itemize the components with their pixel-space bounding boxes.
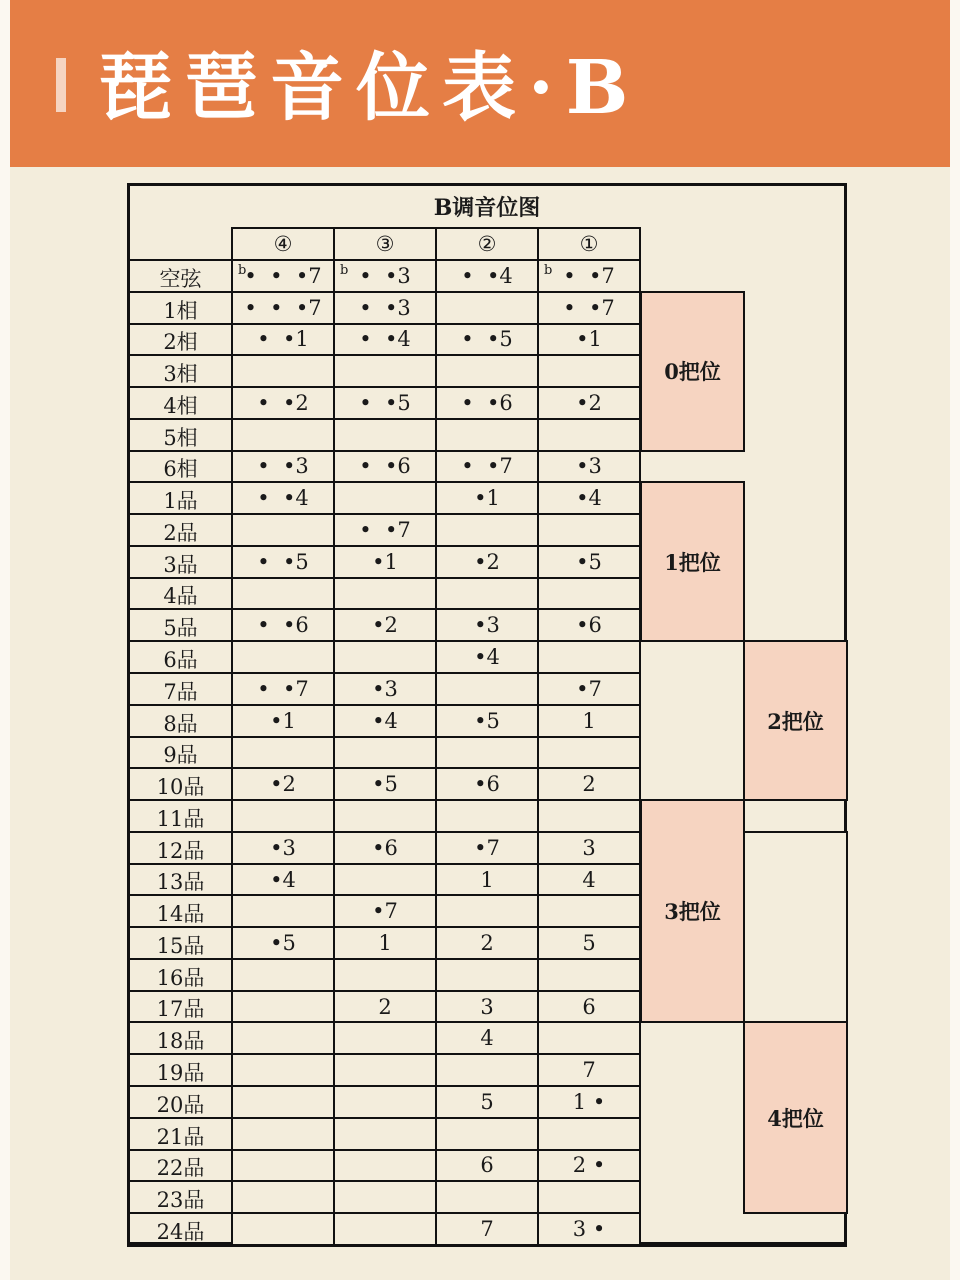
note-cell: •3: [435, 608, 539, 642]
fret-label: 7品: [127, 672, 234, 706]
note-cell: [537, 640, 641, 674]
note-cell: [333, 1212, 437, 1246]
note-cell: [231, 1085, 335, 1119]
note-cell: [231, 1053, 335, 1087]
note-cell: [435, 736, 539, 770]
note-cell: [537, 1117, 641, 1151]
note-cell: [435, 418, 539, 452]
fret-label: 18品: [127, 1021, 234, 1055]
note-cell: [231, 1149, 335, 1183]
fret-label: 24品: [127, 1212, 234, 1246]
note-cell: • •7: [435, 450, 539, 484]
note-cell: 7: [537, 1053, 641, 1087]
fret-label: 3品: [127, 545, 234, 579]
note-cell: [333, 354, 437, 388]
note-cell: [435, 1053, 539, 1087]
note-cell: 2: [333, 990, 437, 1024]
page-title: 琵琶音位表·B: [98, 45, 641, 131]
note-cell: 3: [537, 831, 641, 865]
note-cell: [333, 1180, 437, 1214]
position-empty: [743, 831, 848, 1024]
note-cell: • •3 b: [333, 259, 437, 293]
note-cell: [537, 958, 641, 992]
note-cell: [231, 640, 335, 674]
note-cell: 1: [435, 863, 539, 897]
note-cell: [333, 736, 437, 770]
note-cell: • •4: [231, 481, 335, 515]
note-cell: [537, 418, 641, 452]
note-cell: [333, 1053, 437, 1087]
note-cell: [333, 418, 437, 452]
note-cell: [537, 354, 641, 388]
note-cell: [231, 990, 335, 1024]
fret-label: 2相: [127, 323, 234, 357]
note-cell: 5: [435, 1085, 539, 1119]
fret-label: 8品: [127, 704, 234, 738]
note-cell: •4: [333, 704, 437, 738]
accent-bar: [56, 58, 66, 112]
note-cell: • •5: [231, 545, 335, 579]
fret-label: 23品: [127, 1180, 234, 1214]
note-cell: 5: [537, 926, 641, 960]
note-cell: •1: [231, 704, 335, 738]
note-cell: •3: [333, 672, 437, 706]
fret-label: 4品: [127, 577, 234, 611]
note-cell: 1 •: [537, 1085, 641, 1119]
note-cell: • •6: [333, 450, 437, 484]
note-cell: •5: [333, 767, 437, 801]
note-cell: • •4: [333, 323, 437, 357]
fret-label: 5品: [127, 608, 234, 642]
string-header: ①: [537, 227, 641, 261]
note-cell: [435, 577, 539, 611]
note-cell: [231, 736, 335, 770]
fret-label: 16品: [127, 958, 234, 992]
note-cell: • •6: [435, 386, 539, 420]
note-cell: 7: [435, 1212, 539, 1246]
note-cell: 6: [537, 990, 641, 1024]
fret-label: 14品: [127, 894, 234, 928]
note-cell: • •7: [231, 672, 335, 706]
note-cell: •6: [435, 767, 539, 801]
fret-label: 9品: [127, 736, 234, 770]
note-cell: [333, 640, 437, 674]
note-cell: [333, 958, 437, 992]
note-cell: 4: [435, 1021, 539, 1055]
note-cell: •5: [231, 926, 335, 960]
note-cell: [435, 894, 539, 928]
note-cell: • •7: [537, 291, 641, 325]
flat-sign: b: [544, 263, 553, 278]
hand-position-0把位: 0把位: [640, 291, 745, 452]
note-cell: •3: [231, 831, 335, 865]
note-cell: • •6: [231, 608, 335, 642]
fret-label: 21品: [127, 1117, 234, 1151]
note-cell: [333, 1085, 437, 1119]
note-cell: 3 •: [537, 1212, 641, 1246]
note-cell: [537, 577, 641, 611]
note-cell: 2: [537, 767, 641, 801]
note-cell: [537, 736, 641, 770]
note-cell: [435, 354, 539, 388]
note-cell: •1: [333, 545, 437, 579]
note-cell: [333, 1149, 437, 1183]
flat-sign: b: [340, 263, 349, 278]
note-cell: •5: [537, 545, 641, 579]
note-cell: [333, 1117, 437, 1151]
note-cell: •1: [537, 323, 641, 357]
note-cell: 3: [435, 990, 539, 1024]
note-cell: • •3: [231, 450, 335, 484]
fret-label: 15品: [127, 926, 234, 960]
note-cell: 1: [333, 926, 437, 960]
note-cell: •4: [435, 640, 539, 674]
title-banner: [10, 0, 950, 167]
note-cell: [537, 1021, 641, 1055]
note-cell: • •5: [435, 323, 539, 357]
grid-bottom: [127, 1244, 847, 1247]
note-cell: • • •7: [231, 291, 335, 325]
note-cell: • • •7 b: [231, 259, 335, 293]
note-cell: [333, 863, 437, 897]
note-cell: [435, 1180, 539, 1214]
fret-label: 6品: [127, 640, 234, 674]
note-cell: [333, 1021, 437, 1055]
note-cell: [231, 513, 335, 547]
note-cell: •7: [333, 894, 437, 928]
note-cell: • •1: [231, 323, 335, 357]
fret-label: 19品: [127, 1053, 234, 1087]
chart-title: B调音位图: [433, 195, 541, 221]
position-empty: [743, 291, 848, 642]
fret-label: 4相: [127, 386, 234, 420]
note-cell: •6: [537, 608, 641, 642]
note-cell: 6: [435, 1149, 539, 1183]
note-cell: •3: [537, 450, 641, 484]
note-cell: [435, 513, 539, 547]
fret-label: 17品: [127, 990, 234, 1024]
note-cell: •2: [231, 767, 335, 801]
note-cell: • •3: [333, 291, 437, 325]
fret-label: 10品: [127, 767, 234, 801]
note-cell: [435, 672, 539, 706]
note-cell: •6: [333, 831, 437, 865]
fret-label: 3相: [127, 354, 234, 388]
note-cell: 2 •: [537, 1149, 641, 1183]
note-cell: [231, 958, 335, 992]
note-cell: [231, 1212, 335, 1246]
fret-label: 13品: [127, 863, 234, 897]
note-cell: [435, 958, 539, 992]
note-cell: [537, 1180, 641, 1214]
hand-position-1把位: 1把位: [640, 481, 745, 642]
string-header: ②: [435, 227, 539, 261]
note-cell: •7: [537, 672, 641, 706]
note-cell: [231, 1021, 335, 1055]
fret-label: 5相: [127, 418, 234, 452]
note-cell: [435, 1117, 539, 1151]
flat-sign: b: [238, 263, 247, 278]
note-cell: [231, 799, 335, 833]
fret-label: 20品: [127, 1085, 234, 1119]
fret-label: 6相: [127, 450, 234, 484]
note-cell: [231, 577, 335, 611]
note-cell: [333, 577, 437, 611]
fret-label: 1品: [127, 481, 234, 515]
fret-label: 1相: [127, 291, 234, 325]
note-cell: [333, 799, 437, 833]
note-cell: • •4: [435, 259, 539, 293]
note-cell: •5: [435, 704, 539, 738]
note-cell: [333, 481, 437, 515]
fret-label: 空弦: [127, 259, 234, 293]
fret-label: 2品: [127, 513, 234, 547]
note-cell: 2: [435, 926, 539, 960]
note-cell: [537, 513, 641, 547]
note-cell: [231, 1180, 335, 1214]
note-cell: • •2: [231, 386, 335, 420]
fret-label: 12品: [127, 831, 234, 865]
note-cell: •4: [231, 863, 335, 897]
note-cell: •2: [333, 608, 437, 642]
note-cell: • •7 b: [537, 259, 641, 293]
fret-label: 22品: [127, 1149, 234, 1183]
hand-position-4把位: 4把位: [743, 1021, 848, 1214]
hand-position-3把位: 3把位: [640, 799, 745, 1023]
note-cell: [231, 1117, 335, 1151]
note-cell: •2: [435, 545, 539, 579]
note-cell: • •7: [333, 513, 437, 547]
note-cell: [537, 894, 641, 928]
note-cell: [435, 291, 539, 325]
string-header: ③: [333, 227, 437, 261]
note-cell: •1: [435, 481, 539, 515]
note-cell: •7: [435, 831, 539, 865]
note-cell: •2: [537, 386, 641, 420]
note-cell: [231, 418, 335, 452]
note-cell: [435, 799, 539, 833]
fret-label: 11品: [127, 799, 234, 833]
note-cell: • •5: [333, 386, 437, 420]
note-cell: [231, 894, 335, 928]
hand-position-2把位: 2把位: [743, 640, 848, 801]
note-cell: [537, 799, 641, 833]
note-cell: [231, 354, 335, 388]
string-header: ④: [231, 227, 335, 261]
note-cell: 4: [537, 863, 641, 897]
note-cell: 1: [537, 704, 641, 738]
note-cell: •4: [537, 481, 641, 515]
